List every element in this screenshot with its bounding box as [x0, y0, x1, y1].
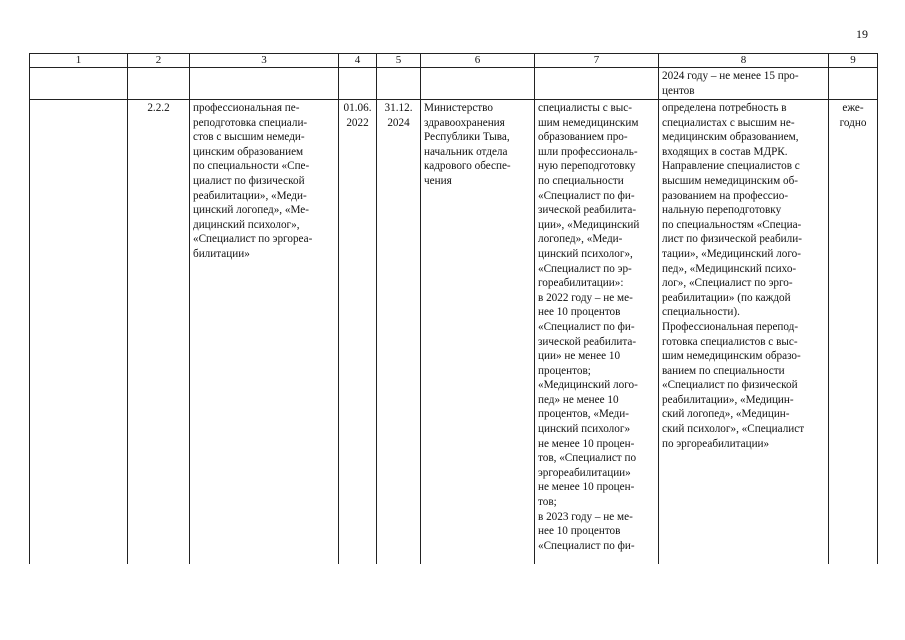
- table-row: [30, 100, 878, 565]
- header-cell-5: 5: [377, 54, 421, 68]
- header-cell-7: 7: [535, 54, 659, 68]
- empty-cell: [829, 68, 878, 100]
- header-row: [30, 54, 878, 68]
- item-number-cell: 2.2.2: [128, 100, 190, 565]
- indicator-cell: специалисты с выс- шим немедицинским образованием про- шли профессиональ- ную переподготовку по специальности «Специалист по фи- зической реабилита- ции», «Медицинский логопед», «Меди- цинский психолог», «Специалист по эр- гореабилитации»: в 2022 году – не ме- нее 10 процентов «Специалист по фи- зической реабилита- ции» не менее 10 процентов; «Медицинский лого- пед» не менее 10 процентов, «Меди- цинский психолог» не менее 10 процен- тов, «Специалист по эргореабилитации» не менее 10 процен- тов; в 2023 году – не ме- нее 10 процентов «Специалист по фи-: [535, 100, 659, 565]
- item-name-cell: профессиональная пе- реподготовка специали- стов с высшим немеди- цинским образованием по специальности «Спе- циалист по физической реабилитации», «Меди- цинский логопед», «Ме- дицинский психолог», «Специалист по эргореа- билитации»: [190, 100, 339, 565]
- header-cell-6: 6: [421, 54, 535, 68]
- empty-cell: [339, 68, 377, 100]
- continuation-result-cell: 2024 году – не менее 15 про- центов: [659, 68, 829, 100]
- empty-cell: [377, 68, 421, 100]
- empty-cell: [30, 100, 128, 565]
- header-cell-1: 1: [30, 54, 128, 68]
- result-cell: определена потребность в специалистах с высшим не- медицинским образованием, входящих в состав МДРК. Направление специалистов с высшим немедицинским об- разованием на профессио- нальную переподготовку по специальностям «Специа- лист по физической реабили- тации», «Медицинский лого- пед», «Медицинский психо- лог», «Специалист по эрго- реабилитации» (по каждой специальности). Профессиональная перепод- готовка специалистов с выс- шим немедицинским образо- ванием по специальности «Специалист по физической реабилитации», «Медицин- ский логопед», «Медицин- ский психолог», «Специалист по эргореабилитации»: [659, 100, 829, 565]
- header-cell-2: 2: [128, 54, 190, 68]
- frequency-cell: еже- годно: [829, 100, 878, 565]
- page-number: 19: [856, 27, 868, 41]
- continuation-row: [30, 68, 878, 100]
- empty-cell: [190, 68, 339, 100]
- end-date-cell: 31.12. 2024: [377, 100, 421, 565]
- header-cell-8: 8: [659, 54, 829, 68]
- responsible-cell: Министерство здравоохранения Республики Тыва, начальник отдела кадрового обеспе- чения: [421, 100, 535, 565]
- empty-cell: [421, 68, 535, 100]
- empty-cell: [30, 68, 128, 100]
- empty-cell: [535, 68, 659, 100]
- plan-table: [29, 53, 878, 564]
- header-cell-4: 4: [339, 54, 377, 68]
- start-date-cell: 01.06. 2022: [339, 100, 377, 565]
- header-cell-3: 3: [190, 54, 339, 68]
- empty-cell: [128, 68, 190, 100]
- header-cell-9: 9: [829, 54, 878, 68]
